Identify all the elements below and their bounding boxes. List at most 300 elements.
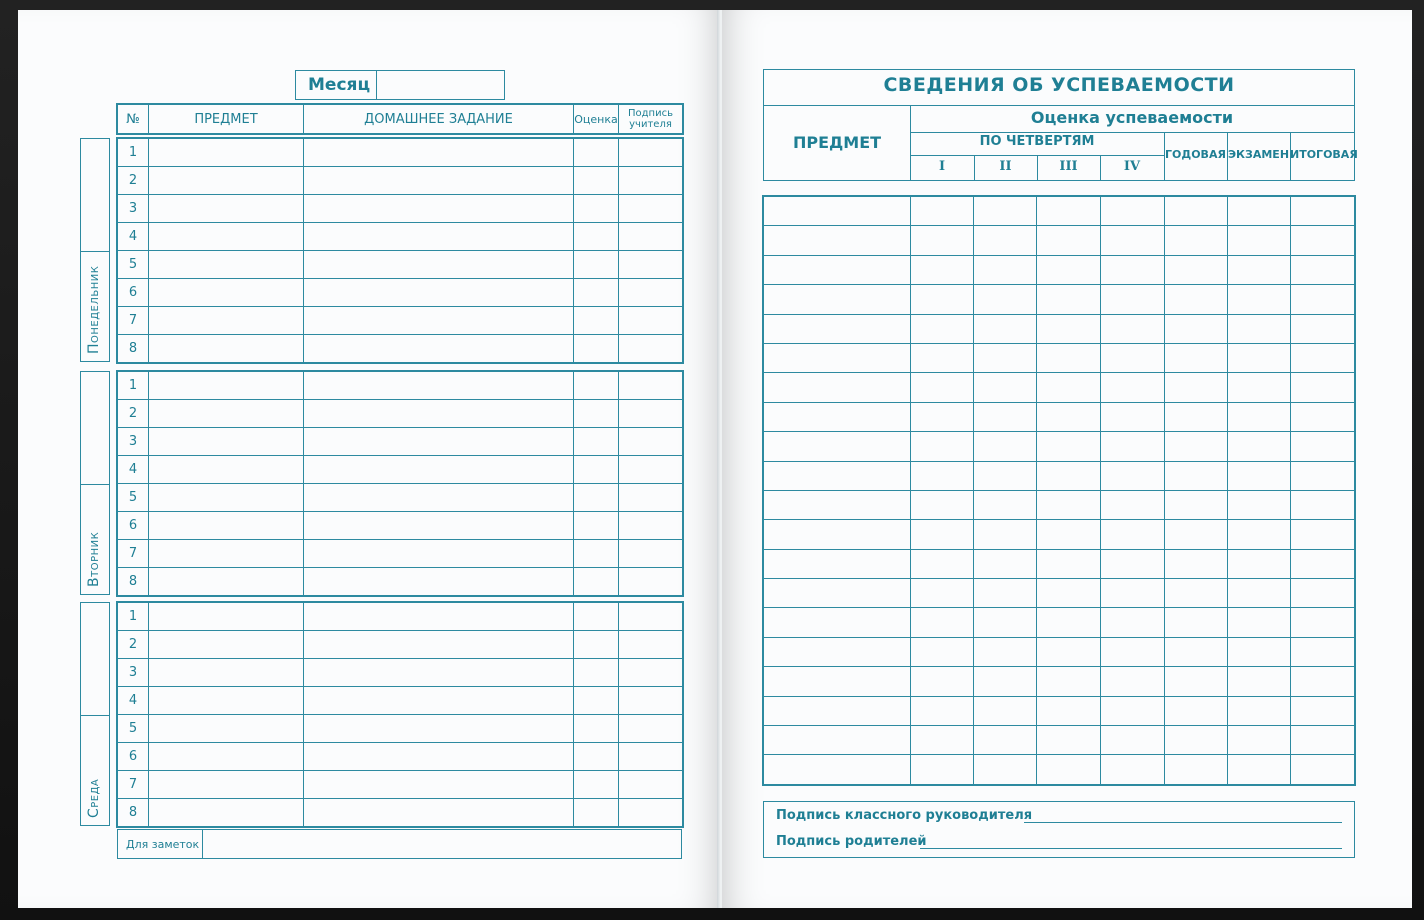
exam-cell[interactable] <box>1227 549 1290 578</box>
quarter-1-cell[interactable] <box>911 608 974 637</box>
homework-cell[interactable] <box>304 251 574 279</box>
teacher-signature-cell[interactable] <box>619 484 683 512</box>
table-row <box>118 251 683 279</box>
notes-field[interactable] <box>204 830 680 858</box>
exam-cell[interactable] <box>1227 197 1290 226</box>
quarter-3-cell[interactable] <box>1037 314 1100 343</box>
teacher-signature-cell[interactable] <box>619 428 683 456</box>
grade-cell[interactable] <box>574 335 619 363</box>
quarter-1: I <box>938 159 946 174</box>
grade-cell[interactable] <box>574 715 619 743</box>
quarter-4-cell[interactable] <box>1100 255 1164 284</box>
annual-cell[interactable] <box>1164 255 1227 284</box>
teacher-signature-cell[interactable] <box>619 167 683 195</box>
subject-cell[interactable] <box>149 279 304 307</box>
quarter-1-cell[interactable] <box>911 402 974 431</box>
final-cell[interactable] <box>1290 726 1354 755</box>
subject-cell[interactable] <box>764 637 911 666</box>
quarter-2-cell[interactable] <box>974 461 1037 490</box>
subject-cell[interactable] <box>764 726 911 755</box>
grades-header-box <box>763 69 1358 181</box>
final-cell[interactable] <box>1290 696 1354 725</box>
homework-cell[interactable] <box>304 335 574 363</box>
annual-cell[interactable] <box>1164 490 1227 519</box>
final-cell[interactable] <box>1290 461 1354 490</box>
teacher-signature-cell[interactable] <box>619 659 683 687</box>
subject-cell[interactable] <box>149 372 304 400</box>
annual-cell[interactable] <box>1164 520 1227 549</box>
quarter-4-cell[interactable] <box>1100 373 1164 402</box>
quarter-3-cell[interactable] <box>1037 197 1100 226</box>
annual-cell[interactable] <box>1164 667 1227 696</box>
final-cell[interactable] <box>1290 549 1354 578</box>
homework-cell[interactable] <box>304 659 574 687</box>
subject-cell[interactable] <box>149 771 304 799</box>
quarter-2-cell[interactable] <box>974 549 1037 578</box>
header-homework: ДОМАШНЕЕ ЗАДАНИЕ <box>304 105 574 134</box>
quarter-2-cell[interactable] <box>974 285 1037 314</box>
annual-cell[interactable] <box>1164 726 1227 755</box>
quarter-2-cell[interactable] <box>974 726 1037 755</box>
quarter-2-cell[interactable] <box>974 755 1037 784</box>
exam-cell[interactable] <box>1227 285 1290 314</box>
table-row <box>118 372 683 400</box>
quarter-3-cell[interactable] <box>1037 667 1100 696</box>
grade-cell[interactable] <box>574 167 619 195</box>
quarter-2-cell[interactable] <box>974 314 1037 343</box>
teacher-signature-cell[interactable] <box>619 279 683 307</box>
table-row <box>764 579 1355 608</box>
quarter-3-cell[interactable] <box>1037 726 1100 755</box>
exam-cell[interactable] <box>1227 696 1290 725</box>
grade-cell[interactable] <box>574 372 619 400</box>
exam-cell[interactable] <box>1227 314 1290 343</box>
annual-cell[interactable] <box>1164 343 1227 372</box>
quarter-1-cell[interactable] <box>911 755 974 784</box>
parents-signature-line[interactable] <box>920 848 1342 849</box>
exam-cell[interactable] <box>1227 755 1290 784</box>
exam-cell[interactable] <box>1227 667 1290 696</box>
lesson-number: 6 <box>118 279 149 307</box>
exam-cell[interactable] <box>1227 255 1290 284</box>
quarter-3-cell[interactable] <box>1037 226 1100 255</box>
day-schedule-table <box>117 371 683 596</box>
notes-label: Для заметок <box>126 838 200 851</box>
day-schedule-table <box>117 602 683 827</box>
quarter-2-cell[interactable] <box>974 667 1037 696</box>
final-cell[interactable] <box>1290 579 1354 608</box>
quarter-2-cell[interactable] <box>974 696 1037 725</box>
quarter-4-cell[interactable] <box>1100 579 1164 608</box>
subject-cell[interactable] <box>764 255 911 284</box>
subject-cell[interactable] <box>149 223 304 251</box>
final-cell[interactable] <box>1290 255 1354 284</box>
quarter-3-cell[interactable] <box>1037 402 1100 431</box>
quarter-4-cell[interactable] <box>1100 726 1164 755</box>
subject-cell[interactable] <box>764 314 911 343</box>
grade-cell[interactable] <box>574 251 619 279</box>
table-row <box>764 285 1355 314</box>
grade-cell[interactable] <box>574 484 619 512</box>
lesson-number: 8 <box>118 335 149 363</box>
final-cell[interactable] <box>1290 667 1354 696</box>
subject-cell[interactable] <box>764 197 911 226</box>
quarter-3-cell[interactable] <box>1037 461 1100 490</box>
subject-cell[interactable] <box>149 603 304 631</box>
quarter-3-cell[interactable] <box>1037 432 1100 461</box>
annual-cell[interactable] <box>1164 608 1227 637</box>
quarter-4-cell[interactable] <box>1100 696 1164 725</box>
grade-cell[interactable] <box>574 307 619 335</box>
quarter-3-cell[interactable] <box>1037 343 1100 372</box>
quarter-1-cell[interactable] <box>911 314 974 343</box>
subject-cell[interactable] <box>149 400 304 428</box>
quarter-1-cell[interactable] <box>911 255 974 284</box>
annual-cell[interactable] <box>1164 637 1227 666</box>
exam-cell[interactable] <box>1227 226 1290 255</box>
lesson-number: 4 <box>118 687 149 715</box>
subject-cell[interactable] <box>764 285 911 314</box>
table-row <box>764 490 1355 519</box>
subject-cell[interactable] <box>149 659 304 687</box>
subject-cell[interactable] <box>764 343 911 372</box>
homework-cell[interactable] <box>304 223 574 251</box>
grade-cell[interactable] <box>574 512 619 540</box>
homework-cell[interactable] <box>304 400 574 428</box>
teacher-signature-cell[interactable] <box>619 540 683 568</box>
quarter-1-cell[interactable] <box>911 343 974 372</box>
notes-box <box>117 829 682 859</box>
annual-cell[interactable] <box>1164 226 1227 255</box>
teacher-signature-cell[interactable] <box>619 335 683 363</box>
quarter-2-cell[interactable] <box>974 255 1037 284</box>
grade-cell[interactable] <box>574 743 619 771</box>
grade-cell[interactable] <box>574 400 619 428</box>
teacher-signature-cell[interactable] <box>619 512 683 540</box>
exam-cell[interactable] <box>1227 343 1290 372</box>
quarter-4-cell[interactable] <box>1100 197 1164 226</box>
table-row <box>764 637 1355 666</box>
final-cell[interactable] <box>1290 373 1354 402</box>
homework-cell[interactable] <box>304 715 574 743</box>
subject-cell[interactable] <box>149 799 304 827</box>
exam-cell[interactable] <box>1227 726 1290 755</box>
subject-cell[interactable] <box>764 667 911 696</box>
quarter-4-cell[interactable] <box>1100 432 1164 461</box>
homework-cell[interactable] <box>304 799 574 827</box>
subject-cell[interactable] <box>149 307 304 335</box>
teacher-signature-cell[interactable] <box>619 223 683 251</box>
annual-cell[interactable] <box>1164 461 1227 490</box>
table-row <box>118 279 683 307</box>
final-cell[interactable] <box>1290 343 1354 372</box>
homework-cell[interactable] <box>304 484 574 512</box>
table-row <box>118 540 683 568</box>
subject-cell[interactable] <box>764 549 911 578</box>
annual-cell[interactable] <box>1164 402 1227 431</box>
grade-cell[interactable] <box>574 279 619 307</box>
teacher-signature-cell[interactable] <box>619 631 683 659</box>
grade-cell[interactable] <box>574 456 619 484</box>
subject-cell[interactable] <box>764 608 911 637</box>
homework-cell[interactable] <box>304 428 574 456</box>
quarter-3-cell[interactable] <box>1037 696 1100 725</box>
annual-cell[interactable] <box>1164 314 1227 343</box>
quarter-4-cell[interactable] <box>1100 637 1164 666</box>
grade-cell[interactable] <box>574 687 619 715</box>
quarter-2-cell[interactable] <box>974 343 1037 372</box>
quarter-1-cell[interactable] <box>911 637 974 666</box>
teacher-signature-cell[interactable] <box>619 372 683 400</box>
quarter-1-cell[interactable] <box>911 226 974 255</box>
annual-cell[interactable] <box>1164 373 1227 402</box>
final-cell[interactable] <box>1290 402 1354 431</box>
subject-cell[interactable] <box>149 195 304 223</box>
final-cell[interactable] <box>1290 490 1354 519</box>
exam-cell[interactable] <box>1227 637 1290 666</box>
teacher-signature-cell[interactable] <box>619 195 683 223</box>
header-teacher-signature: Подпись учителя <box>619 105 683 134</box>
teacher-signature-cell[interactable] <box>619 568 683 596</box>
grade-cell[interactable] <box>574 540 619 568</box>
table-row <box>118 603 683 631</box>
table-row <box>118 456 683 484</box>
quarter-3-cell[interactable] <box>1037 520 1100 549</box>
subject-cell[interactable] <box>149 743 304 771</box>
final-cell[interactable] <box>1290 520 1354 549</box>
quarter-4-cell[interactable] <box>1100 608 1164 637</box>
quarter-3-cell[interactable] <box>1037 579 1100 608</box>
quarter-4-cell[interactable] <box>1100 461 1164 490</box>
final-cell[interactable] <box>1290 432 1354 461</box>
teacher-signature-cell[interactable] <box>619 307 683 335</box>
exam-cell[interactable] <box>1227 402 1290 431</box>
exam-header: ЭКЗАМЕН <box>1227 148 1290 161</box>
exam-cell[interactable] <box>1227 490 1290 519</box>
table-row <box>118 307 683 335</box>
grade-cell[interactable] <box>574 659 619 687</box>
quarter-1-cell[interactable] <box>911 432 974 461</box>
quarter-1-cell[interactable] <box>911 520 974 549</box>
homework-cell[interactable] <box>304 631 574 659</box>
teacher-signature-cell[interactable] <box>619 687 683 715</box>
teacher-signature-cell[interactable] <box>619 400 683 428</box>
final-cell[interactable] <box>1290 637 1354 666</box>
table-row <box>118 484 683 512</box>
quarter-4-cell[interactable] <box>1100 285 1164 314</box>
quarter-2-cell[interactable] <box>974 197 1037 226</box>
teacher-signature-cell[interactable] <box>619 799 683 827</box>
quarter-3-cell[interactable] <box>1037 549 1100 578</box>
final-cell[interactable] <box>1290 314 1354 343</box>
homework-cell[interactable] <box>304 139 574 167</box>
subject-cell[interactable] <box>149 167 304 195</box>
quarter-1-cell[interactable] <box>911 726 974 755</box>
quarter-3-cell[interactable] <box>1037 255 1100 284</box>
quarter-2: II <box>999 159 1012 174</box>
quarter-1-cell[interactable] <box>911 490 974 519</box>
quarter-2-cell[interactable] <box>974 490 1037 519</box>
subject-cell[interactable] <box>149 687 304 715</box>
subject-cell[interactable] <box>764 579 911 608</box>
lesson-number: 1 <box>118 603 149 631</box>
quarter-3-cell[interactable] <box>1037 755 1100 784</box>
annual-cell[interactable] <box>1164 285 1227 314</box>
quarter-1-cell[interactable] <box>911 461 974 490</box>
annual-cell[interactable] <box>1164 197 1227 226</box>
annual-cell[interactable] <box>1164 696 1227 725</box>
table-row <box>118 223 683 251</box>
grade-cell[interactable] <box>574 428 619 456</box>
class-teacher-signature-line[interactable] <box>1024 822 1342 823</box>
exam-cell[interactable] <box>1227 520 1290 549</box>
quarter-4-cell[interactable] <box>1100 549 1164 578</box>
table-row <box>764 197 1355 226</box>
subject-cell[interactable] <box>764 432 911 461</box>
quarter-4-cell[interactable] <box>1100 226 1164 255</box>
quarter-1-cell[interactable] <box>911 667 974 696</box>
teacher-signature-cell[interactable] <box>619 456 683 484</box>
table-row <box>764 255 1355 284</box>
grade-cell[interactable] <box>574 568 619 596</box>
homework-cell[interactable] <box>304 540 574 568</box>
subject-cell[interactable] <box>149 631 304 659</box>
subject-cell[interactable] <box>764 461 911 490</box>
homework-cell[interactable] <box>304 743 574 771</box>
quarter-1-cell[interactable] <box>911 549 974 578</box>
quarter-4-cell[interactable] <box>1100 667 1164 696</box>
quarter-3-cell[interactable] <box>1037 608 1100 637</box>
quarter-3-cell[interactable] <box>1037 490 1100 519</box>
grade-cell[interactable] <box>574 223 619 251</box>
homework-cell[interactable] <box>304 279 574 307</box>
subject-cell[interactable] <box>149 715 304 743</box>
subject-cell[interactable] <box>149 335 304 363</box>
annual-cell[interactable] <box>1164 432 1227 461</box>
lesson-number: 5 <box>118 251 149 279</box>
subject-cell[interactable] <box>764 402 911 431</box>
subject-cell[interactable] <box>764 373 911 402</box>
grade-cell[interactable] <box>574 631 619 659</box>
teacher-signature-cell[interactable] <box>619 139 683 167</box>
exam-cell[interactable] <box>1227 579 1290 608</box>
exam-cell[interactable] <box>1227 461 1290 490</box>
quarter-2-cell[interactable] <box>974 637 1037 666</box>
quarter-2-cell[interactable] <box>974 608 1037 637</box>
subject-cell[interactable] <box>764 520 911 549</box>
quarter-1-cell[interactable] <box>911 696 974 725</box>
lesson-number: 2 <box>118 167 149 195</box>
quarter-1-cell[interactable] <box>911 197 974 226</box>
homework-cell[interactable] <box>304 512 574 540</box>
homework-cell[interactable] <box>304 687 574 715</box>
subject-cell[interactable] <box>149 251 304 279</box>
signatures-box <box>763 801 1355 858</box>
quarter-1-cell[interactable] <box>911 579 974 608</box>
homework-cell[interactable] <box>304 568 574 596</box>
subject-cell[interactable] <box>149 484 304 512</box>
subject-cell[interactable] <box>764 696 911 725</box>
quarter-1-cell[interactable] <box>911 285 974 314</box>
annual-cell[interactable] <box>1164 579 1227 608</box>
quarter-2-cell[interactable] <box>974 432 1037 461</box>
exam-cell[interactable] <box>1227 608 1290 637</box>
quarter-4-cell[interactable] <box>1100 343 1164 372</box>
subject-cell[interactable] <box>149 428 304 456</box>
table-row <box>118 631 683 659</box>
homework-cell[interactable] <box>304 195 574 223</box>
grade-cell[interactable] <box>574 799 619 827</box>
subject-cell[interactable] <box>149 568 304 596</box>
subject-cell[interactable] <box>149 139 304 167</box>
exam-cell[interactable] <box>1227 373 1290 402</box>
homework-cell[interactable] <box>304 456 574 484</box>
day-schedule-table <box>117 138 683 363</box>
quarter-3-cell[interactable] <box>1037 637 1100 666</box>
homework-cell[interactable] <box>304 307 574 335</box>
teacher-signature-cell[interactable] <box>619 603 683 631</box>
subject-cell[interactable] <box>764 755 911 784</box>
final-cell[interactable] <box>1290 197 1354 226</box>
quarter-4-cell[interactable] <box>1100 402 1164 431</box>
annual-cell[interactable] <box>1164 755 1227 784</box>
final-cell[interactable] <box>1290 608 1354 637</box>
subject-cell[interactable] <box>149 456 304 484</box>
subject-cell[interactable] <box>764 490 911 519</box>
exam-cell[interactable] <box>1227 432 1290 461</box>
lesson-number: 8 <box>118 799 149 827</box>
lesson-number: 7 <box>118 771 149 799</box>
quarter-1-cell[interactable] <box>911 373 974 402</box>
quarter-2-cell[interactable] <box>974 579 1037 608</box>
subject-cell[interactable] <box>149 540 304 568</box>
quarter-3-cell[interactable] <box>1037 373 1100 402</box>
lesson-number: 2 <box>118 631 149 659</box>
annual-cell[interactable] <box>1164 549 1227 578</box>
grade-cell[interactable] <box>574 603 619 631</box>
teacher-signature-cell[interactable] <box>619 743 683 771</box>
quarter-4-cell[interactable] <box>1100 755 1164 784</box>
final-cell[interactable] <box>1290 755 1354 784</box>
final-cell[interactable] <box>1290 226 1354 255</box>
quarter-2-cell[interactable] <box>974 520 1037 549</box>
subject-cell[interactable] <box>149 512 304 540</box>
quarter-2-cell[interactable] <box>974 226 1037 255</box>
grade-cell[interactable] <box>574 139 619 167</box>
grade-cell[interactable] <box>574 195 619 223</box>
quarter-2-cell[interactable] <box>974 373 1037 402</box>
quarter-4-cell[interactable] <box>1100 520 1164 549</box>
homework-cell[interactable] <box>304 771 574 799</box>
final-cell[interactable] <box>1290 285 1354 314</box>
grade-cell[interactable] <box>574 771 619 799</box>
homework-cell[interactable] <box>304 372 574 400</box>
lesson-number: 1 <box>118 372 149 400</box>
table-row <box>118 167 683 195</box>
quarter-4-cell[interactable] <box>1100 490 1164 519</box>
homework-cell[interactable] <box>304 167 574 195</box>
table-row <box>764 432 1355 461</box>
month-field[interactable] <box>378 71 502 99</box>
quarter-3-cell[interactable] <box>1037 285 1100 314</box>
quarter-2-cell[interactable] <box>974 402 1037 431</box>
quarter-4-cell[interactable] <box>1100 314 1164 343</box>
subject-cell[interactable] <box>764 226 911 255</box>
teacher-signature-cell[interactable] <box>619 715 683 743</box>
teacher-signature-cell[interactable] <box>619 251 683 279</box>
teacher-signature-cell[interactable] <box>619 771 683 799</box>
homework-cell[interactable] <box>304 603 574 631</box>
